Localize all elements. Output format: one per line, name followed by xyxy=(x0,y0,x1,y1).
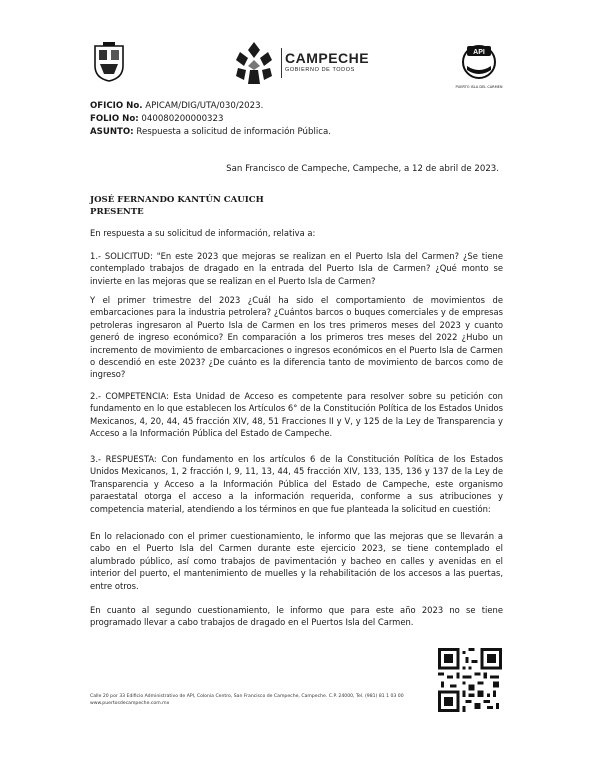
intro-text: En respuesta a su solicitud de información, relativa a: xyxy=(90,228,316,238)
paragraph-second-answer: En cuanto al segundo cuestionamiento, le informo que para este año 2023 no se tiene programado llevar a cabo trabajos de dragado en el Puertos Isla del Carmen. xyxy=(90,605,503,628)
brand-name: CAMPECHE xyxy=(285,50,370,66)
brand-subtitle: GOBIERNO DE TODOS xyxy=(285,67,355,73)
folio-label: FOLIO No: xyxy=(90,114,139,124)
asunto-label: ASUNTO: xyxy=(90,127,134,137)
addressee-name: JOSÉ FERNANDO KANTÚN CAUICH xyxy=(90,195,264,205)
footer-address xyxy=(90,693,415,707)
document-date: San Francisco de Campeche, Campeche, a 12 de abril de 2023. xyxy=(226,164,499,174)
api-port-logo-icon xyxy=(461,40,497,86)
folio-line xyxy=(90,113,331,126)
asunto-line xyxy=(90,126,331,139)
brand-divider xyxy=(281,48,282,78)
paragraph-competencia: 2.- COMPETENCIA: Esta Unidad de Acceso es competente para resolver sobre su petición con fundamento en lo que establecen los Artículos 6° de la Constitución Política de los Estados Unidos Mexicanos, 4, 20, 44, 45 fracción XIV, 48, 51 Fracciones II y V, y 125 de la Ley de Transparencia y Acceso a la Información Pública del Estado de Campeche. xyxy=(90,391,503,439)
oficio-line xyxy=(90,100,331,113)
footer-line-1: Calle 20 por 33 Edificio Administrativo de API, Colonia Centro, San Francisco de Campeche, Campeche. C.P. 24000, Tel. (981) 81 1 03 00 xyxy=(90,694,404,699)
paragraph-solicitud: 1.- SOLICITUD: "En este 2023 que mejoras se realizan en el Puerto Isla del Carmen? ¿Se tiene contemplado trabajos de dragado en la entrada del Puerto Isla de Carmen? ¿Qué monto se invierte en las mejoras que se realizan en el Puerto Isla de Carmen? xyxy=(90,251,503,286)
paragraph-respuesta: 3.- RESPUESTA: Con fundamento en los artículos 6 de la Constitución Política de los Estados Unidos Mexicanos, 1, 2 fracción I, 9, 11, 13, 44, 45 fracción XIV, 133, 135, 136 y 137 de la Ley de Transparencia y Acceso a la Información Pública del Estado de Campeche, este organismo paraestatal otorga el acceso a la información requerida, conforme a sus atribuciones y competencia material, atendiendo a los términos en que fue planteada la solicitud en cuestión: xyxy=(90,454,503,514)
folio-value: 040080200000323 xyxy=(141,114,224,124)
oficio-value: APICAM/DIG/UTA/030/2023. xyxy=(145,101,264,111)
document-meta xyxy=(90,100,331,139)
oficio-label: OFICIO No. xyxy=(90,101,143,111)
api-logo-caption: PUERTO ISLA DEL CARMEN xyxy=(455,85,503,89)
paragraph-first-answer: En lo relacionado con el primer cuestionamiento, le informo que las mejoras que se llevarán a cabo en el Puerto Isla del Carmen durante este ejercicio 2023, se tiene contemplado el alumbrado público, así como trabajos de pavimentación y bacheo en calles y avenidas en el interior del puerto, el mantenimiento de muelles y la rehabilitación de los accesos a las puertas, entre otros. xyxy=(90,531,503,591)
addressee xyxy=(90,194,264,218)
coat-of-arms-icon xyxy=(92,42,126,82)
api-logo-text: API xyxy=(473,49,485,56)
addressee-title: PRESENTE xyxy=(90,207,144,217)
brand xyxy=(285,50,369,73)
asunto-value: Respuesta a solicitud de información Pública. xyxy=(136,127,331,137)
qr-code-icon[interactable] xyxy=(438,648,502,712)
campeche-logo-icon xyxy=(230,40,278,88)
paragraph-solicitud-continued: Y el primer trimestre del 2023 ¿Cuál ha sido el comportamiento de movimientos de embarcaciones para la industria petrolera? ¿Cuántos barcos o buques comerciales y de empresas petroleras ingresaron al Puerto Isla de Carmen en los tres primeros meses del 2023 y cuanto generó de ingreso económico? En comparación a los primeros tres meses del 2022 ¿Hubo un incremento de movimiento de embarcaciones o ingresos económicos en el Puerto Isla de Carmen o descendió en este 2023? ¿De cuánto es la diferencia tanto de movimiento de barcos como de ingreso? xyxy=(90,295,503,380)
footer-line-2: www.puertosdecampeche.com.mx xyxy=(90,701,170,706)
